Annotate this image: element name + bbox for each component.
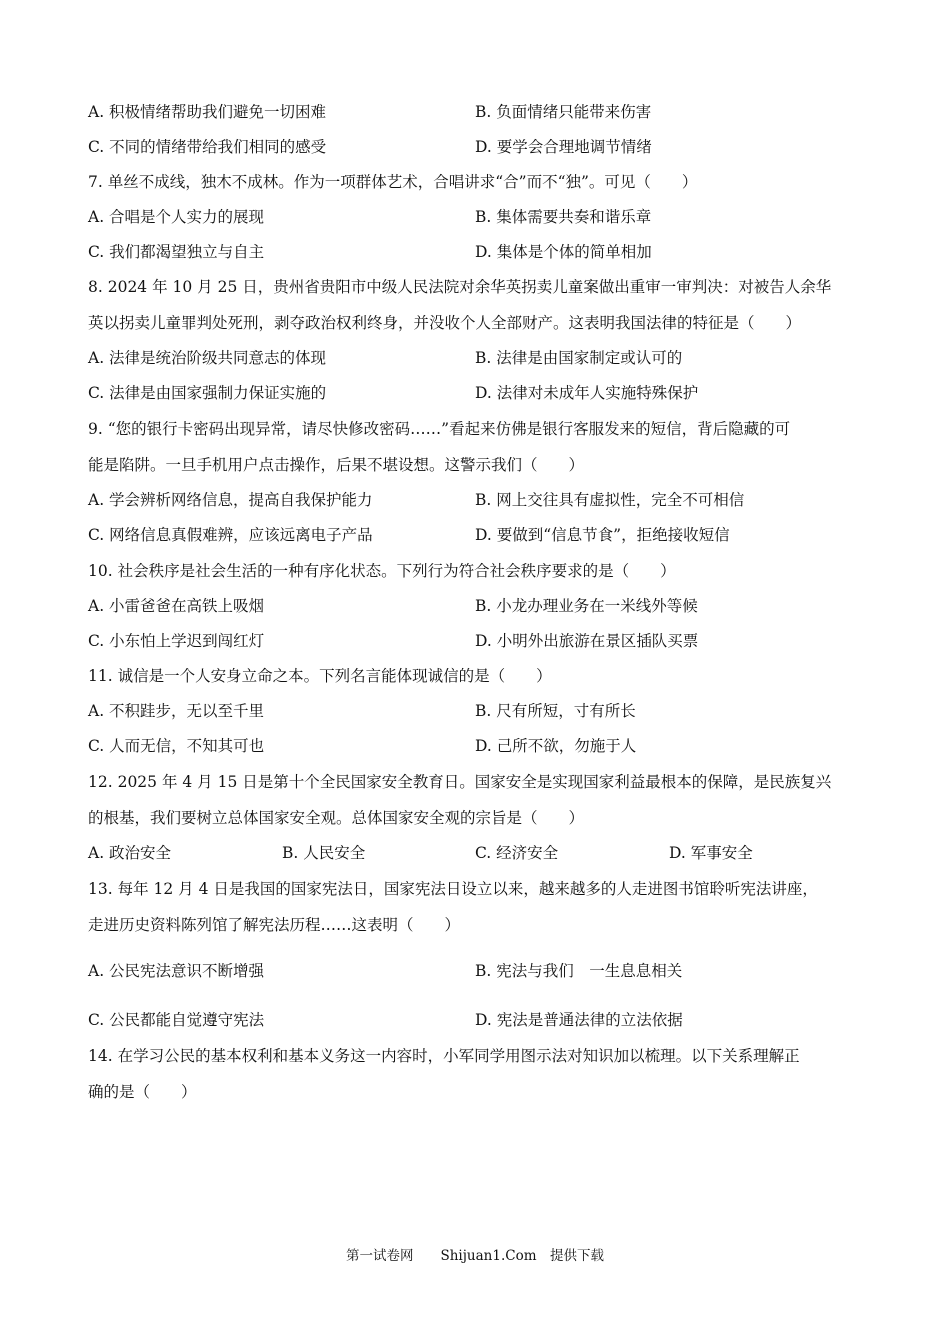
q13-option-d: D. 宪法是普通法律的立法依据 bbox=[475, 1011, 683, 1029]
q7-option-b: B. 集体需要共奏和谐乐章 bbox=[475, 208, 652, 226]
q10-stem: 10. 社会秩序是社会生活的一种有序化状态。下列行为符合社会秩序要求的是（ ） bbox=[88, 562, 676, 580]
q7-options-row-2 bbox=[88, 242, 868, 262]
q10-option-a: A. 小雷爸爸在高铁上吸烟 bbox=[88, 597, 265, 615]
q8-option-b: B. 法律是由国家制定或认可的 bbox=[475, 349, 683, 367]
q7-stem: 7. 单丝不成线，独木不成林。作为一项群体艺术，合唱讲求“合”而不“独”。可见（ ） bbox=[88, 173, 698, 191]
q9-option-c: C. 网络信息真假难辨，应该远离电子产品 bbox=[88, 526, 373, 544]
q12-option-c: C. 经济安全 bbox=[475, 844, 559, 862]
q13-stem-line-1: 13. 每年 12 月 4 日是我国的国家宪法日，国家宪法日设立以来，越来越多的人走进图书馆聆听宪法讲座， bbox=[88, 880, 818, 898]
q6-option-d: D. 要学会合理地调节情绪 bbox=[475, 138, 652, 156]
q9-options-row-1 bbox=[88, 490, 868, 510]
q8-options-row-1 bbox=[88, 348, 868, 368]
q6-options-row-1 bbox=[88, 102, 868, 122]
q6-option-a: A. 积极情绪帮助我们避免一切困难 bbox=[88, 103, 327, 121]
q9-stem-line-2: 能是陷阱。一旦手机用户点击操作，后果不堪设想。这警示我们（ ） bbox=[88, 456, 585, 474]
q10-option-c: C. 小东怕上学迟到闯红灯 bbox=[88, 632, 265, 650]
q12-stem-line-1: 12. 2025 年 4 月 15 日是第十个全民国家安全教育日。国家安全是实现国家利益最根本的保障，是民族复兴 bbox=[88, 773, 832, 791]
q10-option-d: D. 小明外出旅游在景区插队买票 bbox=[475, 632, 699, 650]
q12-stem-line-2: 的根基，我们要树立总体国家安全观。总体国家安全观的宗旨是（ ） bbox=[88, 809, 585, 827]
q9-option-a: A. 学会辨析网络信息，提高自我保护能力 bbox=[88, 491, 373, 509]
q7-option-c: C. 我们都渴望独立与自主 bbox=[88, 243, 265, 261]
q9-stem-line-1: 9. “您的银行卡密码出现异常，请尽快修改密码……”看起来仿佛是银行客服发来的短信，背后隐藏的可 bbox=[88, 420, 791, 438]
q14-stem-line-2: 确的是（ ） bbox=[88, 1083, 197, 1101]
q11-stem: 11. 诚信是一个人安身立命之本。下列名言能体现诚信的是（ ） bbox=[88, 667, 552, 685]
q10-option-b: B. 小龙办理业务在一米线外等候 bbox=[475, 597, 698, 615]
q8-stem-line-1: 8. 2024 年 10 月 25 日，贵州省贵阳市中级人民法院对余华英拐卖儿童案做出重审一审判决：对被告人余华 bbox=[88, 278, 832, 296]
q8-option-d: D. 法律对未成年人实施特殊保护 bbox=[475, 384, 699, 402]
q6-option-c: C. 不同的情绪带给我们相同的感受 bbox=[88, 138, 327, 156]
q11-option-b: B. 尺有所短，寸有所长 bbox=[475, 702, 636, 720]
q13-option-a: A. 公民宪法意识不断增强 bbox=[88, 962, 265, 980]
q8-option-a: A. 法律是统治阶级共同意志的体现 bbox=[88, 349, 327, 367]
page-footer: 第一试卷网 Shijuan1.Com 提供下载 bbox=[345, 1248, 605, 1264]
q13-option-b: B. 宪法与我们 一生息息相关 bbox=[475, 962, 683, 980]
q6-options-row-2 bbox=[88, 137, 868, 157]
q12-option-b: B. 人民安全 bbox=[282, 844, 366, 862]
q12-option-d: D. 军事安全 bbox=[669, 844, 753, 862]
q11-option-d: D. 己所不欲，勿施于人 bbox=[475, 737, 637, 755]
q13-option-c: C. 公民都能自觉遵守宪法 bbox=[88, 1011, 265, 1029]
q8-options-row-2 bbox=[88, 383, 868, 403]
q8-option-c: C. 法律是由国家强制力保证实施的 bbox=[88, 384, 327, 402]
q11-options-row-1 bbox=[88, 701, 868, 721]
q9-option-d: D. 要做到“信息节食”，拒绝接收短信 bbox=[475, 526, 730, 544]
q8-stem-line-2: 英以拐卖儿童罪判处死刑，剥夺政治权利终身，并没收个人全部财产。这表明我国法律的特征是（ ） bbox=[88, 314, 802, 332]
q11-options-row-2 bbox=[88, 736, 868, 756]
q12-option-a: A. 政治安全 bbox=[88, 844, 172, 862]
q11-option-c: C. 人而无信，不知其可也 bbox=[88, 737, 265, 755]
q9-option-b: B. 网上交往具有虚拟性，完全不可相信 bbox=[475, 491, 745, 509]
q13-options-row-2 bbox=[88, 1010, 868, 1030]
q7-options-row-1 bbox=[88, 207, 868, 227]
q10-options-row-1 bbox=[88, 596, 868, 616]
q9-options-row-2 bbox=[88, 525, 868, 545]
q13-stem-line-2: 走进历史资料陈列馆了解宪法历程……这表明（ ） bbox=[88, 916, 461, 934]
q13-options-row-1 bbox=[88, 961, 868, 981]
q6-option-b: B. 负面情绪只能带来伤害 bbox=[475, 103, 652, 121]
q10-options-row-2 bbox=[88, 631, 868, 651]
q7-option-a: A. 合唱是个人实力的展现 bbox=[88, 208, 265, 226]
q14-stem-line-1: 14. 在学习公民的基本权利和基本义务这一内容时，小军同学用图示法对知识加以梳理。以下关系理解正 bbox=[88, 1047, 800, 1065]
q11-option-a: A. 不积跬步，无以至千里 bbox=[88, 702, 265, 720]
q12-options-row bbox=[88, 843, 868, 863]
q7-option-d: D. 集体是个体的简单相加 bbox=[475, 243, 652, 261]
